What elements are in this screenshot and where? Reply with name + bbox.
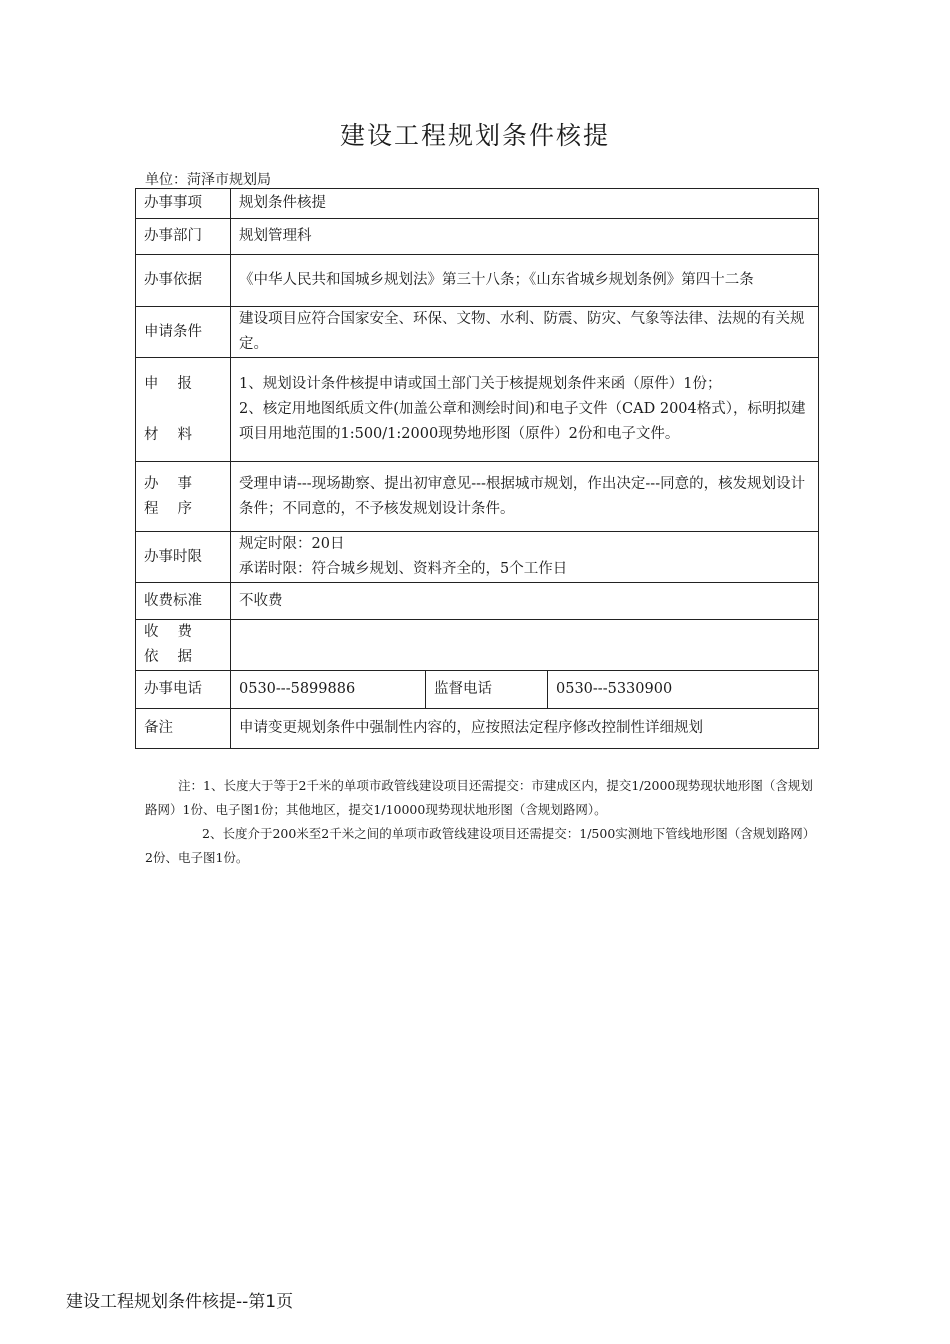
row-value: 《中华人民共和国城乡规划法》第三十八条；《山东省城乡规划条例》第四十二条 [231,255,819,307]
table-row-fee [136,583,819,620]
unit-label: 单位：菏泽市规划局 [145,172,271,188]
label-char: 办 [144,475,159,492]
label-char: 料 [177,426,192,443]
page-title: 建设工程规划条件核提 [339,121,610,150]
label-char: 费 [177,624,192,640]
row-label: 办事时限 [136,532,231,583]
row-label: 备注 [136,709,231,749]
row-label: 办事依据 [136,255,231,307]
materials-line-1: 1、规划设计条件核提申请或国土部门关于核提规划条件来函（原件）1份； [239,376,722,392]
notes [145,774,813,870]
row-value: 建设项目应符合国家安全、环保、文物、水利、防震、防灾、气象等法律、法规的有关规定。 [231,307,819,358]
row-value: 规划管理科 [231,219,819,255]
label-char: 据 [177,649,192,665]
label-char: 报 [177,375,192,392]
table-row-fee-basis [136,620,819,671]
table-row-phone [136,671,819,709]
phone-value: 0530---5899886 [231,671,426,709]
supervise-phone-value: 0530---5330900 [548,671,819,709]
row-value: 规划条件核提 [231,189,819,219]
info-table [135,188,819,749]
row-label [136,358,231,462]
row-label: 收费标准 [136,583,231,620]
table-row-dept [136,219,819,255]
row-label: 办事电话 [136,671,231,709]
row-value: 申请变更规划条件中强制性内容的，应按照法定程序修改控制性详细规划 [231,709,819,749]
supervise-phone-label: 监督电话 [426,671,548,709]
row-label: 办事事项 [136,189,231,219]
label-char: 事 [177,475,192,492]
row-label [136,462,231,532]
label-char: 材 [144,426,159,443]
materials-line-2: 2、核定用地图纸质文件(加盖公章和测绘时间)和电子文件（CAD 2004格式），标明拟建项目用地范围的1:500/1:2000现势地形图（原件）2份和电子文件。 [239,401,806,442]
row-value [231,358,819,462]
note-1: 注：1、长度大于等于2千米的单项市政管线建设项目还需提交：市建成区内，提交1/2000现势现状地形图（含规划路网）1份、电子图1份；其他地区，提交1/10000现势现状地形图（含规划路网）。 [145,778,813,817]
label-char: 程 [144,500,159,517]
table-row-remark [136,709,819,749]
row-label [136,620,231,671]
table-row-item [136,189,819,219]
row-value [231,532,819,583]
label-char: 收 [144,624,159,640]
label-char: 依 [144,649,159,665]
row-label: 申请条件 [136,307,231,358]
row-value: 不收费 [231,583,819,620]
label-char: 序 [177,500,192,517]
table-row-procedure [136,462,819,532]
time-line-1: 规定时限：20日 [239,536,345,552]
time-line-2: 承诺时限：符合城乡规划、资料齐全的，5个工作日 [239,561,568,577]
table-row-conditions [136,307,819,358]
row-label: 办事部门 [136,219,231,255]
page-footer: 建设工程规划条件核提--第1页 [66,1292,294,1312]
table-row-time [136,532,819,583]
note-2: 2、长度介于200米至2千米之间的单项市政管线建设项目还需提交：1/500实测地下管线地形图（含规划路网）2份、电子图1份。 [145,826,810,865]
table-row-materials [136,358,819,462]
label-char: 申 [144,375,159,392]
table-row-basis [136,255,819,307]
row-value: 受理申请---现场勘察、提出初审意见---根据城市规划，作出决定---同意的，核发规划设计条件；不同意的，不予核发规划设计条件。 [231,462,819,532]
row-value [231,620,819,671]
